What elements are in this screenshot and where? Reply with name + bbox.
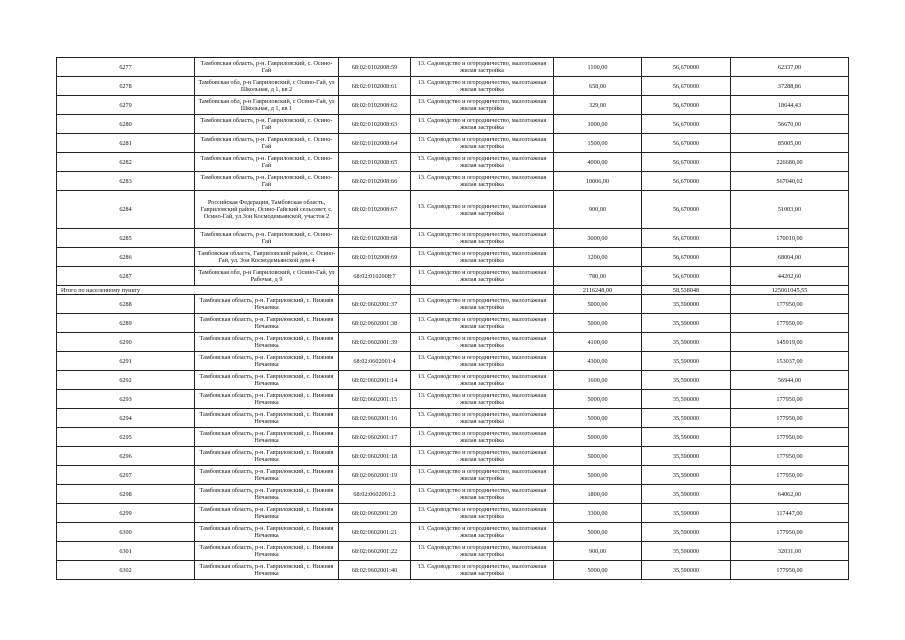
area-cell: 5000,00 <box>554 447 642 466</box>
address-cell: Тамбовская область, р-н. Гавриловский, с. Осино-Гай <box>195 172 339 191</box>
table-row <box>57 485 849 504</box>
area-cell: 1500,00 <box>554 134 642 153</box>
land-use-cell: 13. Садоводство и огородничество, малоэтажная жилая застройка <box>411 295 554 314</box>
cadastral-value-cell: 177950,00 <box>731 561 849 580</box>
table-row <box>57 58 849 77</box>
cadastral-number-cell: 68:02:0602001:20 <box>339 504 411 523</box>
address-cell: Тамбовская область, р-н. Гавриловский, с. Нижняя Нечаевка <box>195 390 339 409</box>
row-number: 6293 <box>57 390 195 409</box>
area-cell: 658,00 <box>554 77 642 96</box>
area-cell: 5000,00 <box>554 561 642 580</box>
address-cell: Тамбовская область, р-н. Гавриловский, с. Нижняя Нечаевка <box>195 447 339 466</box>
area-cell: 5000,00 <box>554 390 642 409</box>
specific-value-cell: 35,590000 <box>642 409 731 428</box>
cadastral-value-cell: 177950,00 <box>731 314 849 333</box>
table-row <box>57 352 849 371</box>
address-cell: Тамбовская область, р-н. Гавриловский, с. Нижняя Нечаевка <box>195 523 339 542</box>
row-number: 6300 <box>57 523 195 542</box>
area-cell: 5000,00 <box>554 428 642 447</box>
cadastral-value-cell: 153037,00 <box>731 352 849 371</box>
cadastral-value-cell: 62337,00 <box>731 58 849 77</box>
area-cell: 900,00 <box>554 542 642 561</box>
land-use-cell: 13. Садоводство и огородничество, малоэтажная жилая застройка <box>411 561 554 580</box>
cadastral-value-cell: 177950,00 <box>731 428 849 447</box>
area-cell: 4100,00 <box>554 333 642 352</box>
table-row <box>57 115 849 134</box>
cadastral-number-cell: 68:02:0602001:2 <box>339 485 411 504</box>
cadastral-number-cell: 68:02:0602001:17 <box>339 428 411 447</box>
cadastral-value-cell: 177950,00 <box>731 447 849 466</box>
area-cell: 1200,00 <box>554 248 642 267</box>
land-use-cell: 13. Садоводство и огородничество, малоэтажная жилая застройка <box>411 466 554 485</box>
cadastral-number-cell: 68:02:0102008:59 <box>339 58 411 77</box>
cadastral-number-cell: 68:02:0602001:4 <box>339 352 411 371</box>
cadastral-number-cell: 68:02:0602001:38 <box>339 314 411 333</box>
address-cell: Тамбовская область, р-н. Гавриловский, с. Нижняя Нечаевка <box>195 485 339 504</box>
address-cell: Тамбовская область, р-н. Гавриловский, с. Осино-Гай <box>195 153 339 172</box>
specific-value-cell: 35,590000 <box>642 428 731 447</box>
table-row <box>57 466 849 485</box>
subtotal-value: 125061045,55 <box>731 286 849 295</box>
area-cell: 3000,00 <box>554 229 642 248</box>
specific-value-cell: 35,590000 <box>642 466 731 485</box>
land-use-cell: 13. Садоводство и огородничество, малоэтажная жилая застройка <box>411 77 554 96</box>
address-cell: Тамбовская область, р-н. Гавриловский, с. Нижняя Нечаевка <box>195 314 339 333</box>
row-number: 6287 <box>57 267 195 286</box>
area-cell: 5000,00 <box>554 314 642 333</box>
row-number: 6295 <box>57 428 195 447</box>
address-cell: Тамбовская область, р-н. Гавриловский, с. Осино-Гай <box>195 58 339 77</box>
table-row <box>57 77 849 96</box>
land-use-cell: 13. Садоводство и огородничество, малоэтажная жилая застройка <box>411 504 554 523</box>
specific-value-cell: 35,590000 <box>642 485 731 504</box>
row-number: 6297 <box>57 466 195 485</box>
cadastral-value-cell: 170010,00 <box>731 229 849 248</box>
address-cell: Тамбовская область, р-н. Гавриловский, с. Нижняя Нечаевка <box>195 333 339 352</box>
land-use-cell: 13. Садоводство и огородничество, малоэтажная жилая застройка <box>411 248 554 267</box>
specific-value-cell: 35,590000 <box>642 542 731 561</box>
cadastral-number-cell: 68:02:0102008:7 <box>339 267 411 286</box>
specific-value-cell: 35,590000 <box>642 314 731 333</box>
land-use-cell: 13. Садоводство и огородничество, малоэтажная жилая застройка <box>411 371 554 390</box>
specific-value-cell: 35,590000 <box>642 371 731 390</box>
specific-value-cell: 35,590000 <box>642 447 731 466</box>
address-cell: Тамбовская область, р-н. Гавриловский, с. Осино-Гай <box>195 134 339 153</box>
area-cell: 10006,00 <box>554 172 642 191</box>
cadastral-value-cell: 177950,00 <box>731 295 849 314</box>
subtotal-row <box>57 286 849 295</box>
land-use-cell: 13. Садоводство и огородничество, малоэтажная жилая застройка <box>411 115 554 134</box>
cadastral-number-cell: 68:02:0602001:22 <box>339 542 411 561</box>
cadastral-value-cell: 145919,00 <box>731 333 849 352</box>
area-cell: 5000,00 <box>554 295 642 314</box>
address-cell: Тамбовская область, р-н. Гавриловский, с. Нижняя Нечаевка <box>195 504 339 523</box>
cadastral-number-cell: 68:02:0602001:39 <box>339 333 411 352</box>
land-use-cell: 13. Садоводство и огородничество, малоэтажная жилая застройка <box>411 191 554 229</box>
cadastral-value-cell: 56944,00 <box>731 371 849 390</box>
address-cell: Тамбовская область, р-н. Гавриловский, с. Нижняя Нечаевка <box>195 352 339 371</box>
specific-value-cell: 56,670000 <box>642 134 731 153</box>
row-number: 6285 <box>57 229 195 248</box>
address-cell: Тамбовская область, р-н. Гавриловский, с. Осино-Гай <box>195 115 339 134</box>
row-number: 6283 <box>57 172 195 191</box>
cadastral-value-cell: 177950,00 <box>731 523 849 542</box>
specific-value-cell: 56,670000 <box>642 267 731 286</box>
land-use-cell: 13. Садоводство и огородничество, малоэтажная жилая застройка <box>411 58 554 77</box>
land-use-cell: 13. Садоводство и огородничество, малоэтажная жилая застройка <box>411 523 554 542</box>
address-cell: Тамбовская область, р-н. Гавриловский, с. Нижняя Нечаевка <box>195 295 339 314</box>
cadastral-value-cell: 117447,00 <box>731 504 849 523</box>
cadastral-number-cell: 68:02:0102008:65 <box>339 153 411 172</box>
row-number: 6284 <box>57 191 195 229</box>
specific-value-cell: 56,670000 <box>642 229 731 248</box>
table-row <box>57 371 849 390</box>
cadastral-number-cell: 68:02:0602001:21 <box>339 523 411 542</box>
address-cell: Тамбовская область, Гавриловский район, с. Осино-Гай, ул. Зои Космодемьянской дом 4 <box>195 248 339 267</box>
cadastral-number-cell: 68:02:0102008:67 <box>339 191 411 229</box>
table-row <box>57 248 849 267</box>
land-use-cell: 13. Садоводство и огородничество, малоэтажная жилая застройка <box>411 352 554 371</box>
specific-value-cell: 35,590000 <box>642 295 731 314</box>
empty-cell <box>339 286 411 295</box>
cadastral-value-cell: 51003,00 <box>731 191 849 229</box>
land-use-cell: 13. Садоводство и огородничество, малоэтажная жилая застройка <box>411 447 554 466</box>
specific-value-cell: 56,670000 <box>642 96 731 115</box>
table-row <box>57 504 849 523</box>
land-use-cell: 13. Садоводство и огородничество, малоэтажная жилая застройка <box>411 229 554 248</box>
cadastral-number-cell: 68:02:0602001:19 <box>339 466 411 485</box>
cadastral-value-cell: 64062,00 <box>731 485 849 504</box>
table-row <box>57 153 849 172</box>
table-row <box>57 542 849 561</box>
address-cell: Тамбовская область, р-н. Гавриловский, с. Нижняя Нечаевка <box>195 409 339 428</box>
area-cell: 5000,00 <box>554 409 642 428</box>
table-row <box>57 229 849 248</box>
table-row <box>57 267 849 286</box>
area-cell: 1100,00 <box>554 58 642 77</box>
land-use-cell: 13. Садоводство и огородничество, малоэтажная жилая застройка <box>411 542 554 561</box>
table-row <box>57 428 849 447</box>
specific-value-cell: 56,670000 <box>642 248 731 267</box>
cadastral-number-cell: 68:02:0602001:16 <box>339 409 411 428</box>
land-use-cell: 13. Садоводство и огородничество, малоэтажная жилая застройка <box>411 485 554 504</box>
land-use-cell: 13. Садоводство и огородничество, малоэтажная жилая застройка <box>411 409 554 428</box>
table-row <box>57 333 849 352</box>
row-number: 6301 <box>57 542 195 561</box>
subtotal-rate: 58,538048 <box>642 286 731 295</box>
row-number: 6277 <box>57 58 195 77</box>
specific-value-cell: 35,590000 <box>642 561 731 580</box>
cadastral-value-cell: 177950,00 <box>731 466 849 485</box>
cadastral-number-cell: 68:02:0102008:66 <box>339 172 411 191</box>
area-cell: 4000,00 <box>554 153 642 172</box>
row-number: 6281 <box>57 134 195 153</box>
address-cell: Тамбовская обл, р-н Гавриловский, с Осино-Гай, ул Рабочая, д 9 <box>195 267 339 286</box>
address-cell: Тамбовская обл, р-н Гавриловский, с Осино-Гай, ул Школьная, д 1, кв 2 <box>195 77 339 96</box>
row-number: 6294 <box>57 409 195 428</box>
cadastral-number-cell: 68:02:0602001:14 <box>339 371 411 390</box>
row-number: 6279 <box>57 96 195 115</box>
cadastral-value-cell: 567040,02 <box>731 172 849 191</box>
table-row <box>57 409 849 428</box>
table-row <box>57 390 849 409</box>
area-cell: 1600,00 <box>554 371 642 390</box>
area-cell: 3300,00 <box>554 504 642 523</box>
row-number: 6296 <box>57 447 195 466</box>
specific-value-cell: 56,670000 <box>642 191 731 229</box>
table-row <box>57 447 849 466</box>
address-cell: Тамбовская обл, р-н Гавриловский, с Осино-Гай, ул Школьная, д 1, кв 1 <box>195 96 339 115</box>
table-row <box>57 561 849 580</box>
cadastral-value-cell: 56670,00 <box>731 115 849 134</box>
cadastral-value-cell: 37288,86 <box>731 77 849 96</box>
row-number: 6290 <box>57 333 195 352</box>
cadastral-value-cell: 44202,60 <box>731 267 849 286</box>
cadastral-number-cell: 68:02:0102008:63 <box>339 115 411 134</box>
address-cell: Тамбовская область, р-н. Гавриловский, с. Нижняя Нечаевка <box>195 542 339 561</box>
specific-value-cell: 56,670000 <box>642 115 731 134</box>
area-cell: 5000,00 <box>554 466 642 485</box>
subtotal-area: 2116248,00 <box>554 286 642 295</box>
row-number: 6298 <box>57 485 195 504</box>
row-number: 6280 <box>57 115 195 134</box>
land-use-cell: 13. Садоводство и огородничество, малоэтажная жилая застройка <box>411 267 554 286</box>
area-cell: 1800,00 <box>554 485 642 504</box>
address-cell: Тамбовская область, р-н. Гавриловский, с. Нижняя Нечаевка <box>195 561 339 580</box>
row-number: 6286 <box>57 248 195 267</box>
address-cell: Тамбовская область, р-н. Гавриловский, с. Нижняя Нечаевка <box>195 371 339 390</box>
specific-value-cell: 35,590000 <box>642 523 731 542</box>
specific-value-cell: 56,670000 <box>642 58 731 77</box>
area-cell: 900,00 <box>554 191 642 229</box>
row-number: 6278 <box>57 77 195 96</box>
row-number: 6289 <box>57 314 195 333</box>
cadastral-value-cell: 18644,43 <box>731 96 849 115</box>
cadastral-number-cell: 68:02:0602001:37 <box>339 295 411 314</box>
land-use-cell: 13. Садоводство и огородничество, малоэтажная жилая застройка <box>411 172 554 191</box>
land-use-cell: 13. Садоводство и огородничество, малоэтажная жилая застройка <box>411 390 554 409</box>
address-cell: Российская Федерация, Тамбовская область, Гавриловский район, Осино-Гайский сельсовет, с. Осино-Гай, ул.Зои Космодемьянской, участок 2 <box>195 191 339 229</box>
table-row <box>57 295 849 314</box>
empty-cell <box>411 286 554 295</box>
area-cell: 1000,00 <box>554 115 642 134</box>
cadastral-value-cell: 177950,00 <box>731 390 849 409</box>
cadastral-value-table <box>56 57 849 580</box>
specific-value-cell: 35,590000 <box>642 352 731 371</box>
table-row <box>57 172 849 191</box>
table-row <box>57 191 849 229</box>
table-row <box>57 134 849 153</box>
land-use-cell: 13. Садоводство и огородничество, малоэтажная жилая застройка <box>411 314 554 333</box>
specific-value-cell: 35,590000 <box>642 333 731 352</box>
land-use-cell: 13. Садоводство и огородничество, малоэтажная жилая застройка <box>411 96 554 115</box>
area-cell: 4300,00 <box>554 352 642 371</box>
area-cell: 5000,00 <box>554 523 642 542</box>
cadastral-number-cell: 68:02:0102008:64 <box>339 134 411 153</box>
land-use-cell: 13. Садоводство и огородничество, малоэтажная жилая застройка <box>411 428 554 447</box>
land-use-cell: 13. Садоводство и огородничество, малоэтажная жилая застройка <box>411 153 554 172</box>
cadastral-value-cell: 68004,00 <box>731 248 849 267</box>
specific-value-cell: 56,670000 <box>642 153 731 172</box>
specific-value-cell: 35,590000 <box>642 504 731 523</box>
row-number: 6288 <box>57 295 195 314</box>
area-cell: 329,00 <box>554 96 642 115</box>
land-use-cell: 13. Садоводство и огородничество, малоэтажная жилая застройка <box>411 333 554 352</box>
cadastral-number-cell: 68:02:0102008:61 <box>339 77 411 96</box>
table-row <box>57 314 849 333</box>
cadastral-value-cell: 32031,00 <box>731 542 849 561</box>
cadastral-value-cell: 177950,00 <box>731 409 849 428</box>
table-row <box>57 523 849 542</box>
area-cell: 780,00 <box>554 267 642 286</box>
specific-value-cell: 35,590000 <box>642 390 731 409</box>
specific-value-cell: 56,670000 <box>642 172 731 191</box>
land-use-cell: 13. Садоводство и огородничество, малоэтажная жилая застройка <box>411 134 554 153</box>
cadastral-number-cell: 68:02:0102008:69 <box>339 248 411 267</box>
address-cell: Тамбовская область, р-н. Гавриловский, с. Нижняя Нечаевка <box>195 428 339 447</box>
subtotal-label: Итого по населенному пункту <box>57 286 339 295</box>
row-number: 6299 <box>57 504 195 523</box>
cadastral-value-cell: 226680,00 <box>731 153 849 172</box>
row-number: 6302 <box>57 561 195 580</box>
cadastral-number-cell: 68:02:0602001:15 <box>339 390 411 409</box>
cadastral-number-cell: 68:02:0102008:68 <box>339 229 411 248</box>
specific-value-cell: 56,670000 <box>642 77 731 96</box>
row-number: 6291 <box>57 352 195 371</box>
cadastral-number-cell: 68:02:0602001:40 <box>339 561 411 580</box>
cadastral-value-cell: 85005,00 <box>731 134 849 153</box>
address-cell: Тамбовская область, р-н. Гавриловский, с. Осино-Гай <box>195 229 339 248</box>
cadastral-number-cell: 68:02:0602001:18 <box>339 447 411 466</box>
row-number: 6292 <box>57 371 195 390</box>
address-cell: Тамбовская область, р-н. Гавриловский, с. Нижняя Нечаевка <box>195 466 339 485</box>
table-row <box>57 96 849 115</box>
cadastral-number-cell: 68:02:0102008:62 <box>339 96 411 115</box>
row-number: 6282 <box>57 153 195 172</box>
